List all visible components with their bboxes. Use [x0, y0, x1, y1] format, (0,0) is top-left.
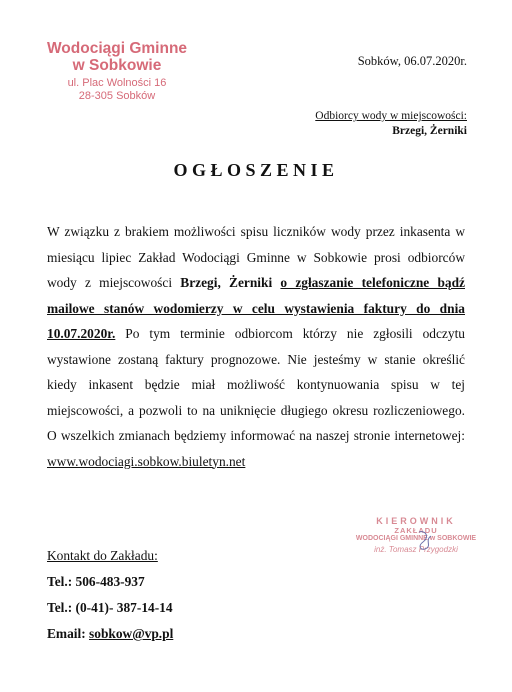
official-stamp-title: KIEROWNIK	[376, 516, 456, 526]
body-details: Po tym terminie odbiorcom którzy nie zgłosili odczytu wystawione zostaną faktury prognozowe. Nie jesteśmy w stanie określić kiedy inkasent będzie miał możliwość kontynuowania spisu w tej miejscowości, a pozwoli to na uniknięcie długiego okresu rozliczeniowego. O wszelkich zmianach będziemy informować na naszej stronie internetowej:	[47, 326, 465, 443]
page-title: OGŁOSZENIE	[173, 160, 339, 180]
contact-email-label: Email:	[47, 626, 90, 641]
website-link[interactable]: www.wodociagi.sobkow.biuletyn.net	[47, 453, 246, 469]
email-link[interactable]: sobkow@vp.pl	[89, 626, 174, 641]
announcement-body	[47, 219, 465, 474]
letterhead-postcode: 28-305 Sobków	[78, 90, 156, 102]
letterhead-stamp	[22, 40, 212, 103]
contact-block	[47, 543, 173, 647]
contact-heading: Kontakt do Zakładu:	[47, 548, 158, 563]
official-stamp-person: inż. Tomasz Przygodzki	[374, 545, 458, 554]
letterhead-name: Wodociągi Gminne	[46, 40, 188, 57]
letterhead-street: ul. Plac Wolności 16	[67, 77, 167, 89]
contact-email-row	[47, 621, 173, 647]
recipients-label: Odbiorcy wody w miejscowości:	[315, 110, 467, 122]
body-places: Brzegi, Żerniki	[180, 275, 273, 290]
recipients-places: Brzegi, Żerniki	[392, 125, 467, 137]
official-stamp-org: WODOCIĄGI GMINNE w SOBKOWIE	[355, 535, 477, 542]
body-intro: W związku z brakiem możliwości spisu liczników wody przez inkasenta w miesiącu lipiec Zakład Wodociągi Gminne w Sobkowie prosi odbiorców wody z miejscowości	[47, 224, 465, 290]
signature-icon	[413, 528, 437, 558]
contact-phone-1: Tel.: 506-483-937	[47, 574, 145, 589]
date-line: Sobków, 06.07.2020r.	[357, 54, 467, 68]
contact-phone-2: Tel.: (0-41)- 387-14-14	[47, 600, 173, 615]
recipients-block	[315, 109, 467, 139]
body-request: o zgłaszanie telefoniczne bądź mailowe stanów wodomierzy w celu wystawienia faktury do dnia 10.07.2020r.	[47, 275, 465, 341]
letterhead-location: w Sobkowie	[72, 57, 162, 74]
official-stamp-unit: ZAKŁADU	[394, 526, 438, 535]
